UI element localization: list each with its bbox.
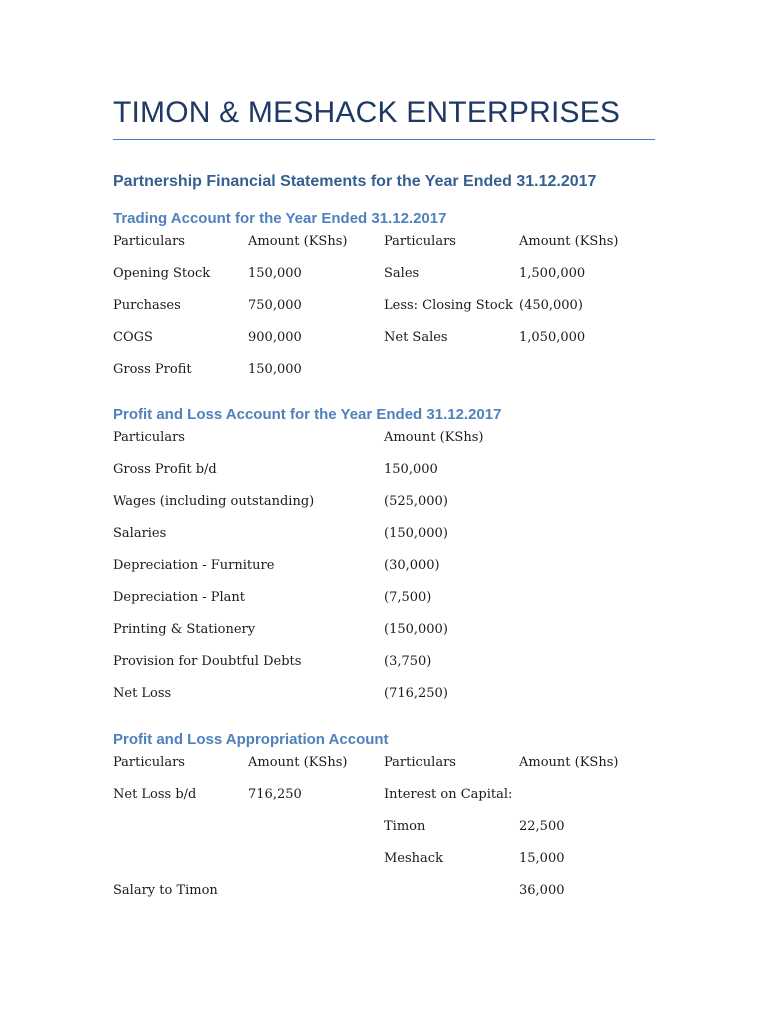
trading-row-cell: 750,000 bbox=[248, 298, 302, 313]
trading-row-cell: Net Sales bbox=[384, 330, 448, 345]
pnl-row-cell: Provision for Doubtful Debts bbox=[113, 654, 302, 669]
pnl-row-cell: 150,000 bbox=[384, 462, 438, 477]
appropriation-header-amount-1: Amount (KShs) bbox=[248, 755, 348, 770]
trading-header-amount-1: Amount (KShs) bbox=[248, 234, 348, 249]
pnl-row-cell: (30,000) bbox=[384, 558, 440, 573]
pnl-header-amount: Amount (KShs) bbox=[384, 430, 484, 445]
appropriation-row-cell: 15,000 bbox=[519, 851, 565, 866]
appropriation-row-cell: 716,250 bbox=[248, 787, 302, 802]
trading-row-cell: 1,500,000 bbox=[519, 266, 586, 281]
appropriation-header-particulars-2: Particulars bbox=[384, 755, 456, 770]
pnl-row-cell: (150,000) bbox=[384, 622, 448, 637]
trading-row-cell: Gross Profit bbox=[113, 362, 192, 377]
trading-account-heading: Trading Account for the Year Ended 31.12.2017 bbox=[113, 210, 447, 227]
appropriation-header-amount-2: Amount (KShs) bbox=[519, 755, 619, 770]
statements-heading: Partnership Financial Statements for the Year Ended 31.12.2017 bbox=[113, 173, 597, 190]
trading-row-cell: Less: Closing Stock bbox=[384, 298, 513, 313]
trading-header-particulars-1: Particulars bbox=[113, 234, 185, 249]
pnl-account-heading: Profit and Loss Account for the Year Ended 31.12.2017 bbox=[113, 406, 502, 423]
appropriation-header-particulars-1: Particulars bbox=[113, 755, 185, 770]
pnl-row-cell: Wages (including outstanding) bbox=[113, 494, 315, 509]
pnl-row-cell: (150,000) bbox=[384, 526, 448, 541]
appropriation-row-cell: Salary to Timon bbox=[113, 883, 218, 898]
trading-row-cell: 150,000 bbox=[248, 266, 302, 281]
pnl-row-cell: Depreciation - Plant bbox=[113, 590, 246, 605]
appropriation-row-cell: Interest on Capital: bbox=[384, 787, 513, 802]
trading-row-cell: 900,000 bbox=[248, 330, 302, 345]
appropriation-row-cell: Net Loss b/d bbox=[113, 787, 197, 802]
trading-row-cell: (450,000) bbox=[519, 298, 583, 313]
trading-header-amount-2: Amount (KShs) bbox=[519, 234, 619, 249]
pnl-row-cell: Depreciation - Furniture bbox=[113, 558, 275, 573]
trading-row-cell: 150,000 bbox=[248, 362, 302, 377]
trading-row-cell: 1,050,000 bbox=[519, 330, 586, 345]
trading-row-cell: COGS bbox=[113, 330, 153, 345]
pnl-row-cell: (3,750) bbox=[384, 654, 432, 669]
appropriation-row-cell: 36,000 bbox=[519, 883, 565, 898]
pnl-row-cell: Salaries bbox=[113, 526, 167, 541]
pnl-row-cell: (7,500) bbox=[384, 590, 432, 605]
appropriation-row-cell: Timon bbox=[384, 819, 426, 834]
document-title: TIMON & MESHACK ENTERPRISES bbox=[113, 96, 621, 129]
trading-row-cell: Opening Stock bbox=[113, 266, 211, 281]
appropriation-row-cell: Meshack bbox=[384, 851, 443, 866]
pnl-row-cell: (716,250) bbox=[384, 686, 448, 701]
pnl-row-cell: Net Loss bbox=[113, 686, 172, 701]
pnl-row-cell: Gross Profit b/d bbox=[113, 462, 217, 477]
trading-row-cell: Purchases bbox=[113, 298, 181, 313]
appropriation-account-heading: Profit and Loss Appropriation Account bbox=[113, 731, 389, 748]
appropriation-row-cell: 22,500 bbox=[519, 819, 565, 834]
pnl-row-cell: (525,000) bbox=[384, 494, 448, 509]
pnl-row-cell: Printing & Stationery bbox=[113, 622, 256, 637]
title-underline bbox=[113, 139, 655, 140]
pnl-header-particulars: Particulars bbox=[113, 430, 185, 445]
trading-row-cell: Sales bbox=[384, 266, 420, 281]
trading-header-particulars-2: Particulars bbox=[384, 234, 456, 249]
